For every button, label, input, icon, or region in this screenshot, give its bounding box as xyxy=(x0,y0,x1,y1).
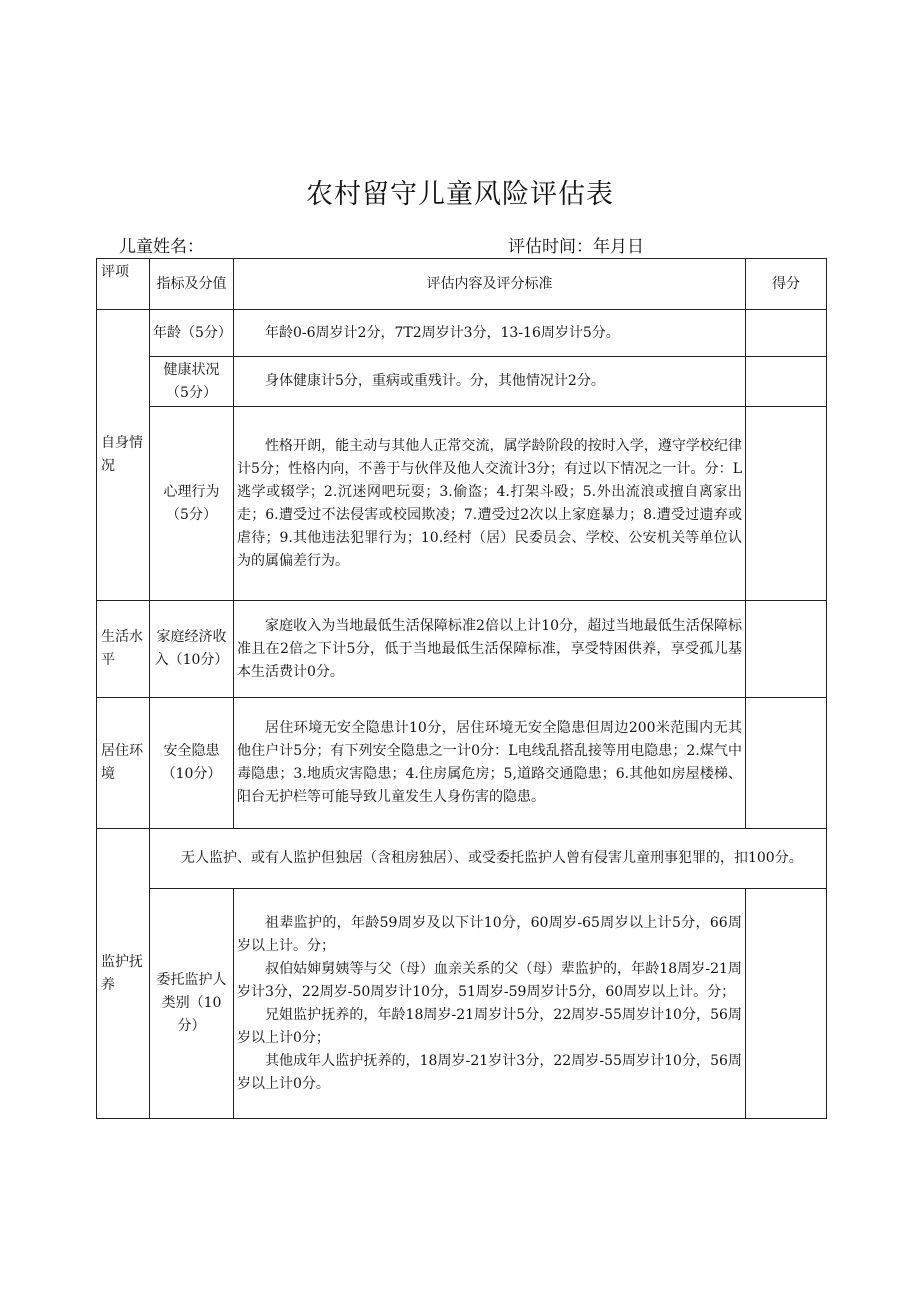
table-row xyxy=(97,310,827,357)
header-score: 得分 xyxy=(746,259,827,310)
table-row xyxy=(97,601,827,698)
criteria-age: 年龄0-6周岁计2分，7T2周岁计3分，13-16周岁计5分。 xyxy=(234,310,746,357)
indicator-entrusted: 委托监护人类别（10分） xyxy=(150,889,234,1119)
criteria-safety: 居住环境无安全隐患计10分，居住环境无安全隐患但周边200米范围内无其他住户计5分；有下列安全隐患之一计0分：L电线乱搭乱接等用电隐患；2.煤气中毒隐患；3.地质灾害隐患；4.住房属危房；5,道路交通隐患；6.其他如房屋楼梯、阳台无护栏等可能导致儿童发生人身伤害的隐患。 xyxy=(234,698,746,829)
criteria-entrusted-relatives: 叔伯姑婶舅姨等与父（母）血亲关系的父（母）辈监护的，年龄18周岁-21周岁计3分，22周岁-50周岁计10分，51周岁-59周岁计5分，60周岁以上计。分； xyxy=(237,960,742,1000)
score-cell-health[interactable] xyxy=(746,357,827,407)
table-row xyxy=(97,698,827,829)
page-title: 农村留守儿童风险评估表 xyxy=(306,179,614,210)
indicator-age: 年龄（5分） xyxy=(150,310,234,357)
table-row xyxy=(97,889,827,1119)
indicator-safety: 安全隐患（10分） xyxy=(150,698,234,829)
category-env: 居住环境 xyxy=(97,698,150,829)
guard-rule: 无人监护、或有人监护但独居（含租房独居）、或受委托监护人曾有侵害儿童刑事犯罪的，扣100分。 xyxy=(150,829,827,889)
risk-assessment-table xyxy=(96,258,827,1119)
child-name-label: 儿童姓名： xyxy=(119,237,204,257)
category-self: 自身情况 xyxy=(97,310,150,601)
criteria-income: 家庭收入为当地最低生活保障标准2倍以上计10分，超过当地最低生活保障标准且在2倍之下计5分，低于当地最低生活保障标准，享受特困供养，享受孤儿基本生活费计0分。 xyxy=(234,601,746,698)
criteria-mental: 性格开朗，能主动与其他人正常交流，属学龄阶段的按时入学，遵守学校纪律计5分；性格内向，不善于与伙伴及他人交流计3分；有过以下情况之一计。分：L逃学或辍学；2.沉迷网吧玩耍；3.偷盗；4.打架斗殴；5.外出流浪或擅自离家出走；6.遭受过不法侵害或校园欺凌；7.遭受过2次以上家庭暴力；8.遭受过遗弃或虐待；9.其他违法犯罪行为；10.经村（居）民委员会、学校、公安机关等单位认为的属偏差行为。 xyxy=(234,407,746,601)
table-row xyxy=(97,407,827,601)
score-cell-safety[interactable] xyxy=(746,698,827,829)
score-cell-mental[interactable] xyxy=(746,407,827,601)
table-header-row xyxy=(97,259,827,310)
assessment-time-label: 评估时间：年月日 xyxy=(508,237,644,257)
criteria-entrusted-siblings: 兄姐监护抚养的，年龄18周岁-21周岁计5分，22周岁-55周岁计10分，56周岁以上计0分； xyxy=(237,1006,742,1046)
criteria-entrusted xyxy=(234,889,746,1119)
score-cell-entrusted[interactable] xyxy=(746,889,827,1119)
table-row xyxy=(97,829,827,889)
header-criteria: 评估内容及评分标准 xyxy=(234,259,746,310)
header-indicator: 指标及分值 xyxy=(150,259,234,310)
indicator-mental: 心理行为（5分） xyxy=(150,407,234,601)
table-row xyxy=(97,357,827,407)
criteria-entrusted-grandparents: 祖辈监护的，年龄59周岁及以下计10分，60周岁-65周岁以上计5分，66周岁以上计。分； xyxy=(237,914,742,954)
criteria-health: 身体健康计5分，重病或重残计。分，其他情况计2分。 xyxy=(234,357,746,407)
category-living: 生活水平 xyxy=(97,601,150,698)
score-cell-age[interactable] xyxy=(746,310,827,357)
criteria-entrusted-others: 其他成年人监护抚养的，18周岁-21岁计3分，22周岁-55周岁计10分，56周岁以上计0分。 xyxy=(237,1052,742,1092)
score-cell-income[interactable] xyxy=(746,601,827,698)
indicator-income: 家庭经济收入（10分） xyxy=(150,601,234,698)
header-category: 评项 xyxy=(97,259,150,310)
category-guard: 监护抚养 xyxy=(97,829,150,1119)
indicator-health: 健康状况（5分） xyxy=(150,357,234,407)
